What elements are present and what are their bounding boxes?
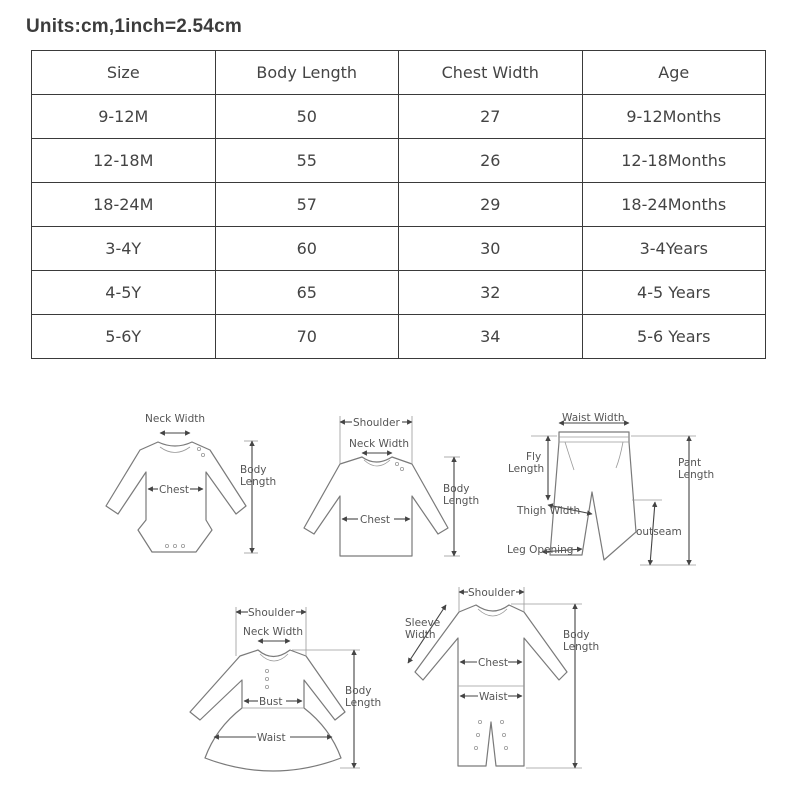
label-dress-shoulder: Shoulder — [248, 607, 295, 619]
label-romper-shoulder: Shoulder — [468, 587, 515, 599]
label-pants-waist-width: Waist Width — [562, 412, 625, 424]
cell-chest-width: 30 — [399, 227, 583, 271]
bodysuit-collar — [160, 447, 190, 453]
label-romper-chest: Chest — [478, 657, 509, 669]
label-dress-bust: Bust — [259, 696, 283, 708]
bodysuit-diagram — [106, 413, 276, 553]
label-pants-thigh-width: Thigh Width — [517, 505, 581, 517]
top-diagram — [304, 416, 479, 556]
label-bodysuit-body-length-2: Length — [240, 476, 277, 488]
label-top-body-length-2: Length — [443, 495, 480, 507]
label-dress-waist: Waist — [257, 732, 286, 744]
cell-body-length: 65 — [215, 271, 399, 315]
dress-collar — [260, 654, 288, 661]
cell-body-length: 57 — [215, 183, 399, 227]
cell-chest-width: 29 — [399, 183, 583, 227]
label-top-shoulder: Shoulder — [353, 417, 400, 429]
dress-diagram — [190, 607, 381, 771]
cell-size: 5-6Y — [32, 315, 216, 359]
bodysuit-outline — [106, 442, 246, 552]
header-body-length: Body Length — [215, 51, 399, 95]
romper-diagram — [405, 587, 599, 768]
label-romper-sleeve-width-1: Sleeve — [405, 617, 441, 629]
cell-body-length: 70 — [215, 315, 399, 359]
cell-chest-width: 32 — [399, 271, 583, 315]
cell-body-length: 55 — [215, 139, 399, 183]
label-dress-body-length-2: Length — [345, 697, 382, 709]
cell-size: 18-24M — [32, 183, 216, 227]
label-bodysuit-body-length-1: Body — [240, 464, 267, 476]
label-romper-waist: Waist — [479, 691, 508, 703]
label-pants-outseam: outseam — [636, 526, 682, 538]
cell-age: 9-12Months — [582, 95, 766, 139]
label-pants-leg-opening: Leg Opening — [507, 544, 574, 556]
cell-chest-width: 27 — [399, 95, 583, 139]
label-pants-pant-length-2: Length — [678, 469, 715, 481]
cell-body-length: 60 — [215, 227, 399, 271]
header-size: Size — [32, 51, 216, 95]
cell-age: 5-6 Years — [582, 315, 766, 359]
header-chest-width: Chest Width — [399, 51, 583, 95]
cell-chest-width: 26 — [399, 139, 583, 183]
label-dress-body-length-1: Body — [345, 685, 372, 697]
label-pants-fly-length-1: Fly — [526, 451, 542, 463]
cell-size: 12-18M — [32, 139, 216, 183]
cell-chest-width: 34 — [399, 315, 583, 359]
label-pants-fly-length-2: Length — [508, 463, 545, 475]
label-dress-neck-width: Neck Width — [243, 626, 304, 638]
label-romper-sleeve-width-2: Width — [405, 629, 436, 641]
cell-age: 3-4Years — [582, 227, 766, 271]
header-age: Age — [582, 51, 766, 95]
label-top-body-length-1: Body — [443, 483, 470, 495]
cell-size: 9-12M — [32, 95, 216, 139]
units-note: Units:cm,1inch=2.54cm — [26, 16, 242, 37]
cell-age: 12-18Months — [582, 139, 766, 183]
label-top-chest: Chest — [360, 514, 391, 526]
pants-diagram — [507, 412, 714, 565]
top-outline — [304, 457, 448, 556]
label-bodysuit-chest: Chest — [159, 484, 190, 496]
label-pants-pant-length-1: Pant — [678, 457, 702, 469]
label-top-neck-width: Neck Width — [349, 438, 410, 450]
label-bodysuit-neck-width: Neck Width — [145, 413, 206, 425]
label-romper-body-length-2: Length — [563, 641, 600, 653]
romper-outline — [415, 605, 567, 766]
pants-outline — [550, 432, 636, 560]
cell-body-length: 50 — [215, 95, 399, 139]
label-romper-body-length-1: Body — [563, 629, 590, 641]
dress-outline — [190, 650, 345, 771]
cell-size: 3-4Y — [32, 227, 216, 271]
cell-age: 4-5 Years — [582, 271, 766, 315]
cell-age: 18-24Months — [582, 183, 766, 227]
romper-collar — [478, 609, 507, 616]
cell-size: 4-5Y — [32, 271, 216, 315]
